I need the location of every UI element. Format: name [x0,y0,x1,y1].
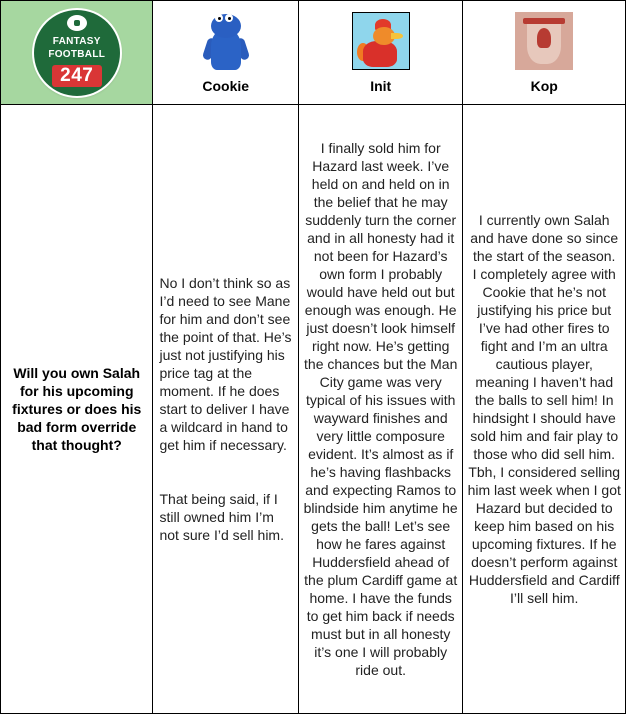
answer-kop-paragraph-2: I completely agree with Cookie that he’s not justifying his price but I’ve had other fires to fight and I’m an ultra cautious player, meaning I haven’t had the balls to sell him! In hindsight I should have sold him and fair play to those who did sell him. [470,266,619,462]
question-cell [1,105,153,714]
manager-name-kop: Kop [530,77,558,94]
answer-cookie [153,274,297,544]
manager-header-kop [463,1,626,105]
answer-init-paragraph-1: I finally sold him for Hazard last week. I’ve held on and held on in the belief that he may suddenly turn the corner and in all honesty had it not been for Hazard’s own form I probably would have held out but enough was enough. He just doesn’t look himself right now. He’s getting the chances but the Man City game was very typical of his issues with wayward finishes and very little composure evident. It’s almost as if he’s having flashbacks and expecting Ramos to blindside him anytime he gets the ball! Let’s see how he fares against Huddersfield ahead of the plum Cardiff game at home. I have the funds to get him back if needs must but in all honesty it’s one I will probably ride out. [303,140,458,678]
question-text: Will you own Salah for his upcoming fixtures or does his bad form override that thought? [12,365,142,453]
manager-name-cookie: Cookie [202,77,250,94]
football-icon [67,15,87,31]
answer-cell-init [298,105,463,714]
logo-number: 247 [52,65,102,87]
answer-cell-kop [463,105,626,714]
liverpool-crest-avatar-icon [515,12,573,70]
fantasy-football-247-logo [34,10,120,96]
manager-name-init: Init [370,77,392,94]
answer-kop-paragraph-1: I currently own Salah and have done so since the start of the season. [470,212,619,264]
header-row [1,1,626,105]
answer-kop [463,211,625,607]
answer-row [1,105,626,714]
logo-text-line1: FANTASY [52,35,101,47]
answer-cookie-paragraph-1: No I don’t think so as I’d need to see Mane for him and don’t see the point of that. He’s just not justifying his price tag at the moment. If he does start to deliver I have a wildcard in hand to get him if necessary. [159,275,292,453]
logo-text-line2: FOOTBALL [48,48,106,60]
cookie-monster-avatar-icon [197,12,255,70]
logo-cell [1,1,153,105]
answer-cookie-paragraph-2: That being said, if I still owned him I’m not sure I’d sell him. [159,491,284,543]
rooster-avatar-icon [352,12,410,70]
manager-header-cookie [153,1,298,105]
answer-init [299,139,463,679]
manager-header-init [298,1,463,105]
answer-kop-paragraph-3: Tbh, I considered selling him last week when I got Hazard but decided to keep him based on his upcoming fixtures. If he doesn’t perform against Huddersfield and Cardiff I’ll sell him. [467,464,621,606]
answer-cell-cookie [153,105,298,714]
